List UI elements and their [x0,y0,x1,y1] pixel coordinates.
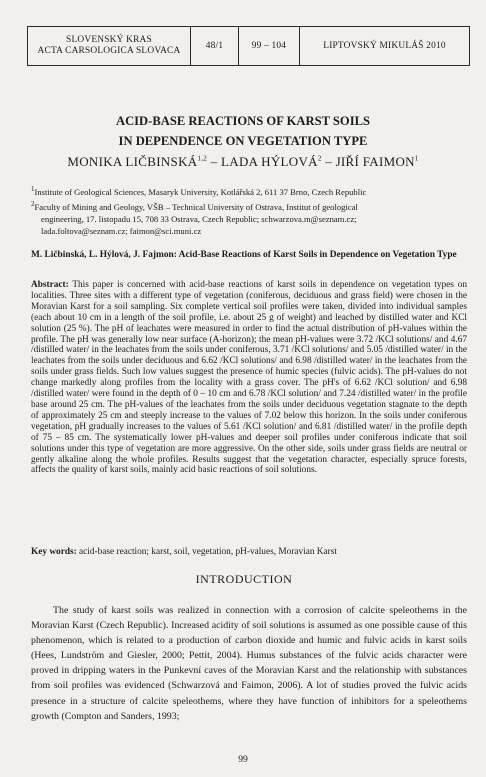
affiliation-1-text: Institute of Geological Sciences, Masaryk University, Kotlářská 2, 611 37 Brno, Czech Republic [34,186,367,197]
keywords [31,547,467,558]
section-heading-introduction: INTRODUCTION [195,572,293,586]
place-year-cell: LIPTOVSKÝ MIKULÁŠ 2010 [323,41,446,51]
keywords-text: acid-base reaction; karst, soil, vegetation, pH-values, Moravian Karst [76,547,337,557]
abstract [31,280,467,476]
author-3: JIŘÍ FAIMON [335,154,415,169]
author-1: MONIKA LIČBINSKÁ [67,154,198,169]
journal-name-cell [28,27,191,65]
abstract-label: Abstract: [31,280,69,290]
author-2-affil: 2 [317,154,322,163]
affiliation-2-line2: engineering, 17. listopadu 15, 708 33 Ostrava, Czech Republic; schwarzova.m@seznam.cz; [41,213,357,224]
citation-line: M. Ličbinská, L. Hýlová, J. Fajmon: Acid-Base Reactions of Karst Soils in Dependence on Vegetation Type [31,250,457,260]
author-2: LADA HÝLOVÁ [221,154,318,169]
affiliation-2-line3: lada.foltova@seznam.cz; faimon@sci.muni.cz [41,225,202,236]
abstract-text: This paper is concerned with acid-base reactions of karst soils in dependence on vegetation types on localities. Three sites with a different type of vegetation (coniferous, deciduous and grass field) were chosen in the Moravian Karst for a soil sampling. Six complete vertical soil profiles were taken, divided into individual samples (each about 10 cm in a length of the soil profile, i.e. about 25 g of weight) and leached by distilled water and KCl solution (25 %). The pH of leachates were measured in order to find the actual distribution of pH-values within the profile. The pH was generally low near surface (A-horizon); the mean pH-values were 3.72 /KCl solutions/ and 4.67 /distilled water/ in the leachates from the soils under coniferous, 3.71 /KCl solutions/ and 5.05 /distilled water/ in the leachates from the soils under deciduous and 6.62 /KCl solutions/ and 6.98 /distilled water/ in the leachates from the soils under grass fields. Such low values suggest the presence of humic species (fulvic acids). The pH-values do not change markedly along profiles from the locality with a grass cover. The pH's of 6.62 /KCl solution/ and 6.98 /distilled water/ were found in the depth of 0 – 10 cm and 6.78 /KCl solution/ and 7.24 /distilled water/ in the profile base around 25 cm. The pH-values of the leachates from the soils under deciduous vegetation stagnate to the depth of approximately 25 cm and steeply increase to the values of 7.02 below this horizon. In the soils under coniferous vegetation, pH gradually increases to the values of 5.61 /KCl solution/ and 6.81 /distilled water/ in the profile depth of 75 – 85 cm. The systematically lower pH-values and deeper soil profiles under coniferous indicate that soil solutions under this type of vegetation are more aggressive. On the other side, soils under grass fields are neutral or gently alkaline along the whole profiles. Results suggest that the vegetation character, especially spruce forests, affects the quality of karst soils, mainly acid basic reactions of soil solutions. [31,280,467,476]
affiliation-2 [31,198,461,213]
introduction-paragraph: The study of karst soils was realized in connection with a corrosion of calcite speleothems in the Moravian Karst (Czech Republic). Increased acidity of soil solutions is assumed as one possible cause of this phenomenon, which is related to a production of carbon dioxide and humic and fulvic acids in karst soils (Hees, Lundström and Giesler, 2000; Pettit, 2004). Humus substances of the fulvic acids character were proved in dripping waters in the Punkevní caves of the Moravian Karst and the relationship with substances from soil profiles was evidenced (Schwarzová and Faimon, 2006). A lot of studies proved the fulvic acids presence in a structure of calcite speleothems, where they have function of inhibitors for a speleothems growth (Compton and Sanders, 1993; [31,605,467,722]
paper-title [30,111,456,151]
page-number: 99 [238,754,248,765]
author-separator: – [321,154,336,169]
journal-header-table [27,26,470,66]
affiliation-1-number: 1 [31,185,35,193]
affiliations [31,183,461,237]
title-line-2: IN DEPENDENCE ON VEGETATION TYPE [118,134,368,148]
author-separator: – [207,154,222,169]
author-3-affil: 1 [414,154,419,163]
journal-name-line2: ACTA CARSOLOGICA SLOVACA [37,46,181,56]
journal-name-line1: SLOVENSKÝ KRAS [66,35,152,45]
title-line-1: ACID-BASE REACTIONS OF KARST SOILS [115,114,371,128]
pages-cell: 99 – 104 [239,27,300,65]
keywords-label: Key words: [31,547,77,557]
author-1-affil: 1,2 [197,154,208,163]
affiliation-2-line1: Faculty of Mining and Geology, VŠB – Technical University of Ostrava, Institut of geological [34,201,358,212]
affiliation-1 [31,183,461,198]
volume-cell: 48/1 [191,27,239,65]
affiliation-2-number: 2 [31,199,35,208]
author-list [30,154,456,170]
